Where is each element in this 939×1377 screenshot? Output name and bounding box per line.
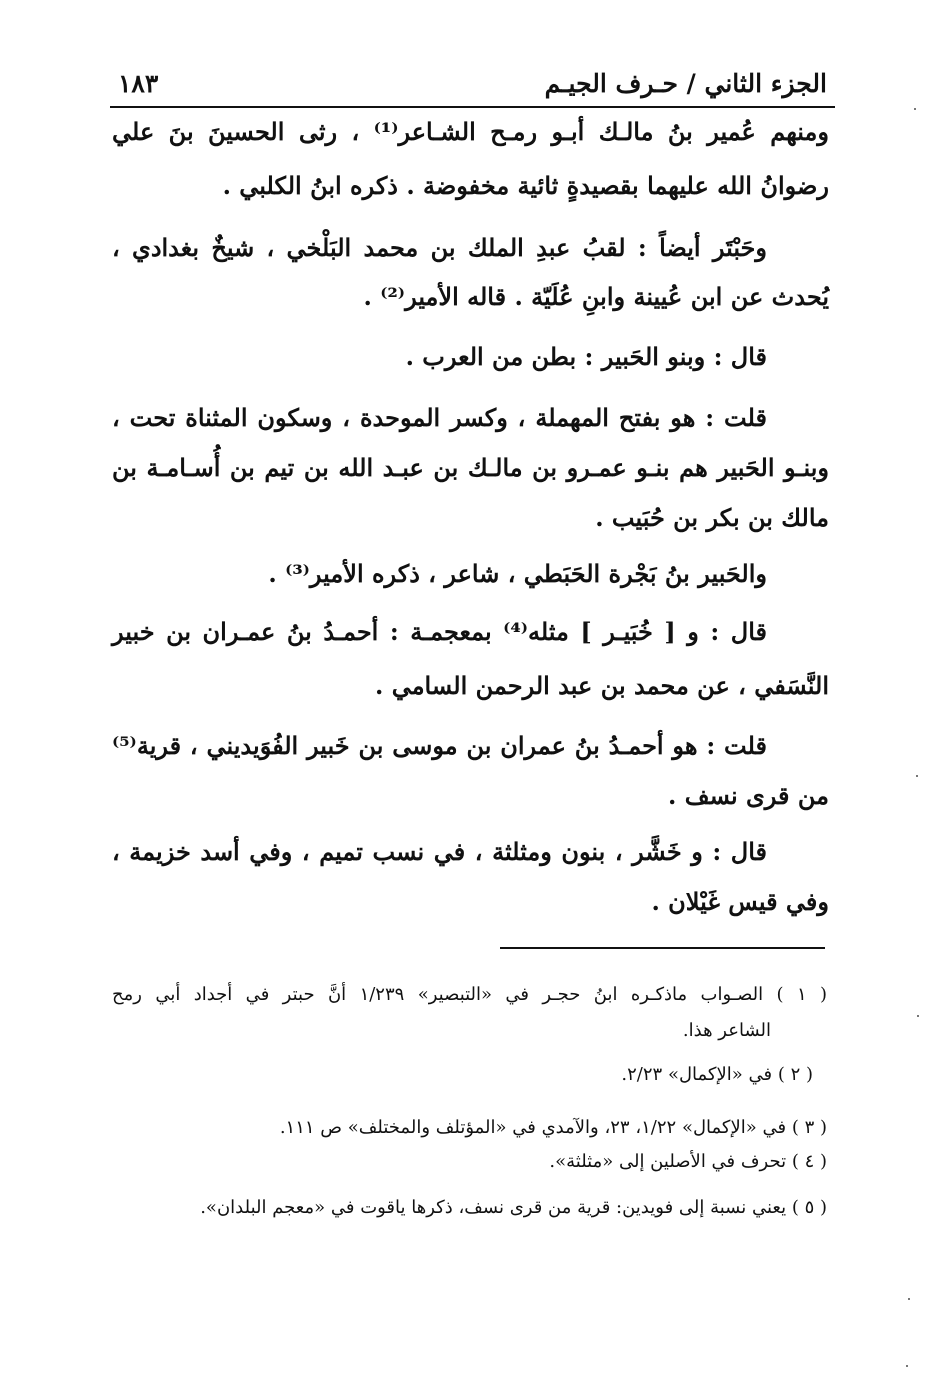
body-line: قلت : هو أحمـدُ بنُ عمران بن موسى بن خَبير الفُوَيديني ، قرية⁽⁵⁾: [112, 731, 767, 760]
footnote: ( ٣ ) في «الإكمال» ١/٢٢، ٢٣، والآمدي في «المؤتلف والمختلف» ص ١١١.: [279, 1117, 827, 1138]
body-line: مالك بن بكر بن حُبَيب .: [595, 503, 829, 532]
body-line: وفي قيس غَيْلان .: [651, 887, 829, 916]
body-line: رضوانُ الله عليهما بقصيدةٍ ثائية مخفوضة . ذكره ابنُ الكلبي .: [222, 171, 829, 200]
scan-speck: [916, 775, 918, 777]
body-line: قال : و خَشَّر ، بنون ومثلثة ، في نسب تميم ، وفي أسد خزيمة ،: [112, 837, 767, 866]
footnote: ( ٢ ) في «الإكمال» ٢/٢٣.: [621, 1064, 813, 1085]
body-line: قال : وبنو الحَبير : بطن من العرب .: [405, 342, 767, 371]
body-line: والحَبير بنُ بَجْرة الحَبَطي ، شاعر ، ذكره الأمير⁽³⁾ .: [268, 559, 767, 588]
footnote-continuation: الشاعر هذا.: [682, 1020, 771, 1041]
header-rule: [110, 106, 835, 108]
body-line: من قرى نسف .: [668, 781, 829, 810]
footnote: ( ٤ ) تحرف في الأصلين إلى «مثلثة».: [549, 1151, 827, 1172]
scan-speck: [906, 1365, 908, 1367]
body-line: وبنـو الحَبير هم بنـو عمـرو بن مالـك بن عبـد الله بن تيم بن أُسـامـة بن: [112, 453, 829, 482]
footnote-rule: [500, 947, 825, 949]
body-line: يُحدث عن ابن عُيينة وابنِ عُلَيّة . قاله الأمير⁽²⁾ .: [363, 282, 829, 311]
body-line: قلت : هو بفتح المهملة ، وكسر الموحدة ، وسكون المثناة تحت ،: [112, 403, 767, 432]
running-header: [118, 62, 827, 104]
scan-speck: [908, 1298, 910, 1300]
page-number: ١٨٣: [118, 68, 159, 98]
scan-speck: [917, 1015, 919, 1017]
body-line: ومنهم عُمير بنُ مالـك أبـو رمـح الشـاعر⁽¹⁾ ، رثى الحسينَ بنَ علي: [112, 117, 829, 146]
footnote: ( ٥ ) يعني نسبة إلى فويدين: قرية من قرى نسف، ذكرها ياقوت في «معجم البلدان».: [200, 1197, 827, 1218]
body-line: قال : و [ خُبَيـر ] مثله⁽⁴⁾ بمعجمـة : أحمـدُ بنُ عمـران بن خبير: [112, 617, 768, 646]
body-line: النَّسَفي ، عن محمد بن عبد الرحمن السامي .: [374, 671, 829, 700]
body-line: وحَبْتَر أيضاً : لقبُ عبدِ الملك بن محمد البَلْخي ، شيخٌ بغدادي ،: [112, 233, 767, 262]
scan-speck: [914, 108, 916, 110]
footnote: ( ١ ) الصـواب ماذكـره ابنُ حجـر في «التبصير» ١/٢٣٩ أنَّ حبتر في أجداد أبي رمح: [112, 984, 828, 1005]
header-title: الجزء الثاني / حـرف الجيـم: [544, 68, 827, 98]
